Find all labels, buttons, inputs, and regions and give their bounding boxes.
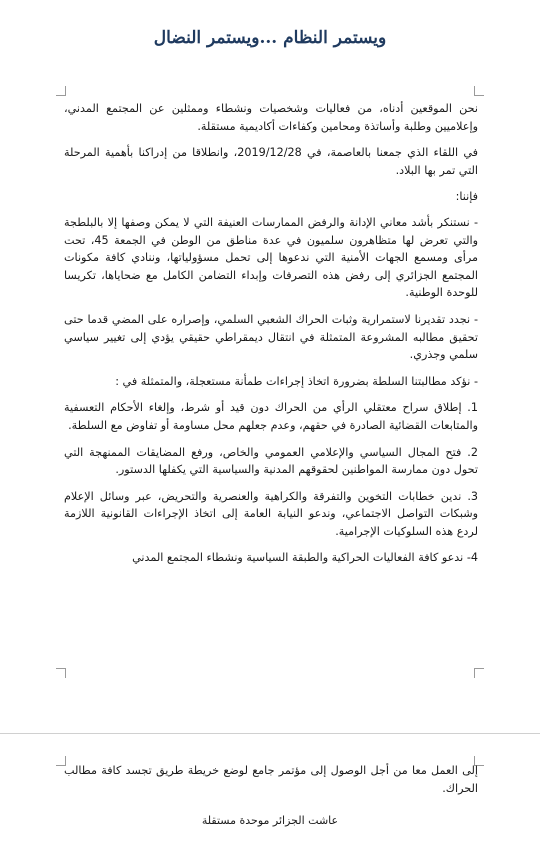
document-title: ويستمر النظام ...ويستمر النضال (153, 28, 387, 48)
paragraph-demand: - نؤكد مطالبتنا السلطة بضرورة اتخاذ إجراءات طمأنة مستعجلة، والمتمثلة في : (115, 374, 478, 388)
closing-line: عاشت الجزائر موحدة مستقلة (201, 814, 339, 827)
margin-corner-mark (56, 86, 66, 96)
page-break-divider (0, 733, 540, 734)
paragraph-continuation: إلى العمل معا من أجل الوصول إلى مؤتمر جامع لوضع خريطة طريق تجسد كافة مطالب الحراك. (64, 764, 478, 795)
paragraph-condemn: - نستنكر بأشد معاني الإدانة والرفض الممارسات العنيفة التي لا يمكن وصفها إلا بالبلطجة والتي تعرض لها متظاهرون سلميون في عدة مناطق من الوطن في الجمعة 45، تحت مرأى ومسمع الجهات الأمنية التي ندعوها إلى تحمل مسؤولياتها، وننادي كافة مكونات المجتمع الجزائري إلى رفض هذه التصرفات وإبداء التضامن الكامل مع ضحاياها، تكريسا للوحدة الوطنية. (64, 215, 478, 300)
margin-corner-mark (474, 86, 484, 96)
paragraph-renew: - نجدد تقديرنا لاستمرارية وثبات الحراك الشعبي السلمي، وإصراره على المضي قدما حتى تحقيق مطالبه المشروعة المتمثلة في انتقال ديمقراطي حقيقي يؤدي إلى تغيير سياسي سلمي وجذري. (64, 312, 478, 362)
list-item-3: 3. ندين خطابات التخوين والتفرقة والكراهية والعنصرية والتحريض، عبر وسائل الإعلام وشبكات التواصل الاجتماعي، وندعو النيابة العامة إلى اتخاذ الإجراءات القانونية اللازمة لردع هذه السلوكيات الإجرامية. (64, 489, 478, 538)
document-body-page2 (64, 762, 478, 797)
list-item-4: 4- ندعو كافة الفعاليات الحراكية والطبقة السياسية ونشطاء المجتمع المدني (132, 551, 478, 565)
list-item-2: 2. فتح المجال السياسي والإعلامي العمومي والخاص، ورفع المضايقات الممنهجة التي تحول دون ممارسة المواطنين لحقوقهم المدنية والسياسية التي يكفلها الدستور. (64, 445, 478, 477)
paragraph-therefore: فإننا: (455, 190, 478, 204)
document-body (64, 100, 478, 576)
margin-corner-mark (56, 668, 66, 678)
margin-corner-mark (474, 668, 484, 678)
paragraph-intro: نحن الموقعين أدناه، من فعاليات وشخصيات ونشطاء وممثلين عن المجتمع المدني، وإعلاميين وطلبة وأساتذة ومحامين وكفاءات أكاديمية مستقلة. (64, 102, 478, 133)
paragraph-meeting: في اللقاء الذي جمعنا بالعاصمة، في 2019/12/28، وانطلاقا من إدراكنا بأهمية المرحلة التي تمر بها البلاد. (64, 146, 478, 177)
list-item-1: 1. إطلاق سراح معتقلي الرأي من الحراك دون قيد أو شرط، وإلغاء الأحكام التعسفية والمتابعات القضائية الصادرة في حقهم، وعدم جعلهم محل مساومة أو تفاوض مع السلطة. (64, 401, 478, 432)
